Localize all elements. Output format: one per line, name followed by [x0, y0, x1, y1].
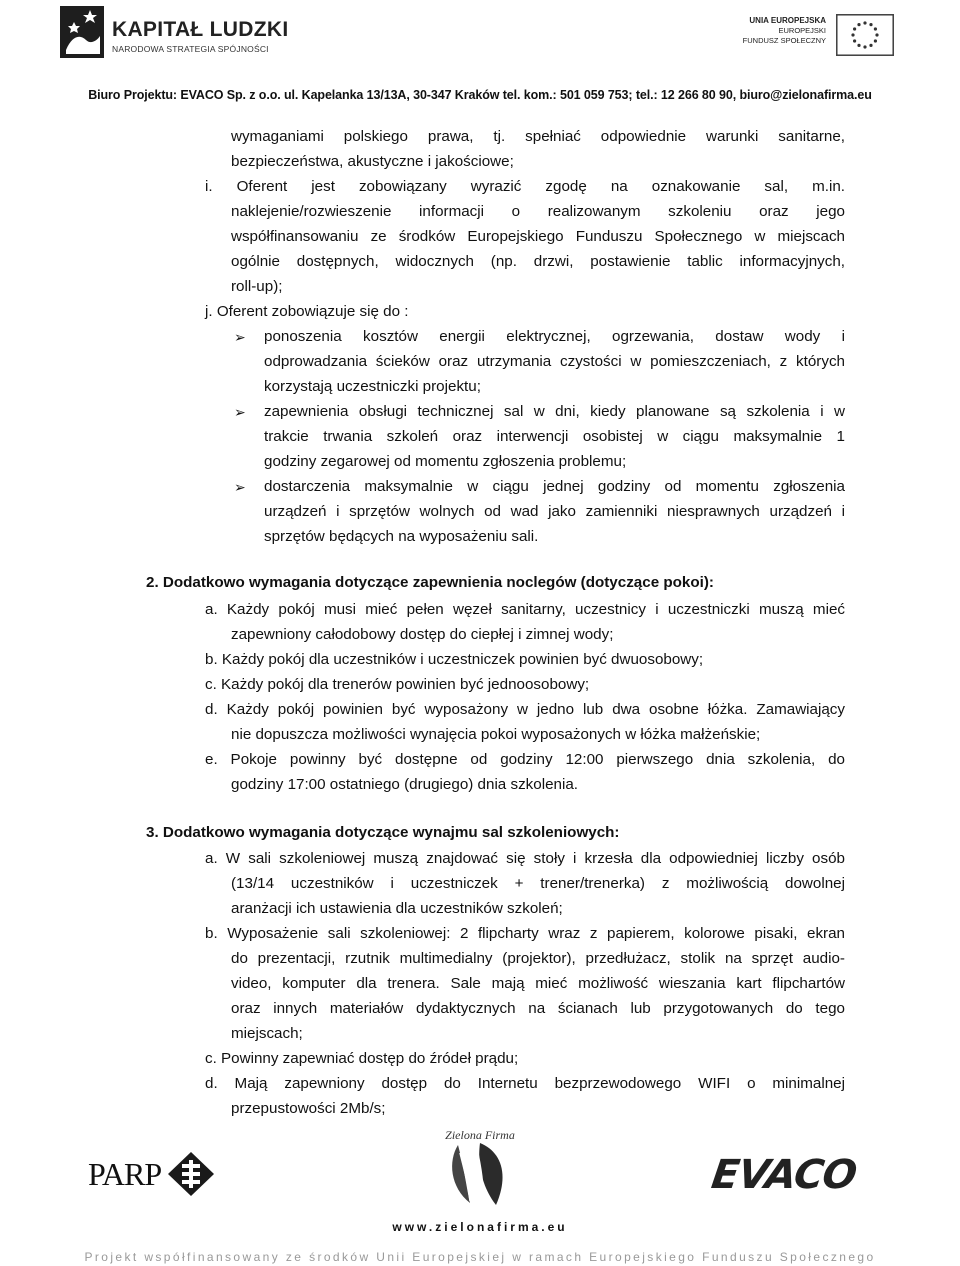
arrow-bullet-icon: ➢	[234, 479, 246, 495]
section-heading-2: 2. Dodatkowo wymagania dotyczące zapewnienia noclegów (dotyczące pokoi):	[146, 574, 714, 591]
project-office-address: Biuro Projektu: EVACO Sp. z o.o. ul. Kapelanka 13/13A, 30-347 Kraków tel. kom.: 501 059 753; tel.: 12 266 80 90, biuro@zielonafirma.eu	[88, 88, 872, 102]
bullet-line: dostarczenia maksymalnie w ciągu jednej godziny od momentu zgłoszenia	[264, 478, 845, 495]
bullet-line: odprowadzania ścieków oraz utrzymania czystości w pomieszczeniach, z których	[264, 353, 845, 370]
text-line: nie dopuszcza możliwości wynajęcia pokoi wyposażonych w łóżka małżeńskie;	[231, 726, 761, 743]
kapital-ludzki-emblem-icon	[60, 6, 104, 58]
eu-flag-icon	[836, 14, 894, 56]
list-item-j: j. Oferent zobowiązuje się do :	[205, 303, 409, 320]
text-line: video, komputer dla trenera. Sale mają mieć możliwość wieszania kart flipchartów	[231, 975, 845, 992]
list-item-c: c. Każdy pokój dla trenerów powinien być jednoosobowy;	[205, 676, 590, 693]
list-item-i: i. Oferent jest zobowiązany wyrazić zgodę na oznakowanie sal, m.in.	[205, 178, 845, 195]
kapital-ludzki-subtitle: NARODOWA STRATEGIA SPÓJNOŚCI	[112, 44, 269, 54]
eu-line-2: EUROPEJSKI	[778, 26, 826, 35]
section-heading-3: 3. Dodatkowo wymagania dotyczące wynajmu sal szkoleniowych:	[146, 824, 620, 841]
text-line: współfinansowaniu ze środków Europejskiego Funduszu Społecznego w miejscach	[231, 228, 845, 245]
evaco-logo-text: EVACO	[708, 1152, 859, 1198]
text-line: zapewniony całodobowy dostęp do ciepłej i zimnej wody;	[231, 626, 614, 643]
evaco-logo	[708, 1152, 882, 1198]
kapital-ludzki-logo	[60, 6, 289, 60]
bullet-line: sprzętów będących na wyposażeniu sali.	[264, 528, 539, 545]
zielona-firma-logo-text: Zielona Firma	[445, 1128, 515, 1142]
text-line: bezpieczeństwa, akustyczne i jakościowe;	[231, 153, 514, 170]
list-item-e: e. Pokoje powinny być dostępne od godziny 12:00 pierwszego dnia szkolenia, do	[205, 751, 845, 768]
text-line: roll-up);	[231, 278, 283, 295]
eu-logo-text	[736, 16, 826, 46]
text-line: godziny 17:00 ostatniego (drugiego) dnia szkolenia.	[231, 776, 579, 793]
text-line: miejscach;	[231, 1025, 303, 1042]
text-line: ogólnie dostępnych, widocznych (np. drzwi, postawienie tablic informacyjnych,	[231, 253, 845, 270]
bullet-line: zapewnienia obsługi technicznej sal w dni, kiedy planowane są szkolenia i w	[264, 403, 845, 420]
website-link[interactable]: www.zielonafirma.eu	[392, 1220, 568, 1234]
bullet-line: korzystają uczestniczki projektu;	[264, 378, 481, 395]
eu-line-1: UNIA EUROPEJSKA	[749, 16, 826, 25]
arrow-bullet-icon: ➢	[234, 329, 246, 345]
text-line: aranżacji ich ustawienia dla uczestników szkoleń;	[231, 900, 563, 917]
cofinancing-note: Projekt współfinansowany ze środków Unii Europejskiej w ramach Europejskiego Funduszu Społecznego	[84, 1250, 876, 1264]
list-item-a: a. W sali szkoleniowej muszą znajdować się stoły i krzesła dla odpowiedniej liczby osób	[205, 850, 845, 867]
list-item-c: c. Powinny zapewniać dostęp do źródeł prądu;	[205, 1050, 519, 1067]
list-item-b: b. Każdy pokój dla uczestników i uczestniczek powinien być dwuosobowy;	[205, 651, 704, 668]
text-line: do prezentacji, rzutnik multimedialny (projektor), przedłużacz, stolik na sprzęt audio-	[231, 950, 845, 967]
text-line: (13/14 uczestników i uczestniczek + trener/trenerka) z możliwością dowolnej	[231, 875, 845, 892]
bullet-line: trakcie trwania szkoleń oraz interwencji osobistej w ciągu maksymalnie 1	[264, 428, 845, 445]
text-line: przepustowości 2Mb/s;	[231, 1100, 386, 1117]
bullet-line: urządzeń i sprzętów wolnych od wad jako zamienniki niesprawnych urządzeń i	[264, 503, 845, 520]
zielona-firma-logo-icon	[430, 1125, 530, 1215]
bullet-line: godziny zegarowej od momentu zgłoszenia problemu;	[264, 453, 627, 470]
list-item-a: a. Każdy pokój musi mieć pełen węzeł sanitarny, uczestnicy i uczestniczki muszą mieć	[205, 601, 845, 618]
parp-emblem-icon	[168, 1152, 214, 1196]
parp-logo	[88, 1150, 218, 1198]
eu-line-3: FUNDUSZ SPOŁECZNY	[742, 36, 826, 45]
text-line: naklejenie/rozwieszenie informacji o realizowanym szkoleniu oraz jego	[231, 203, 845, 220]
parp-logo-text: PARP	[88, 1156, 162, 1192]
bullet-line: ponoszenia kosztów energii elektrycznej, ogrzewania, dostaw wody i	[264, 328, 845, 345]
kapital-ludzki-title: KAPITAŁ LUDZKI	[112, 18, 289, 41]
text-line: wymaganiami polskiego prawa, tj. spełniać odpowiednie warunki sanitarne,	[231, 128, 845, 145]
text-line: oraz innych materiałów dydaktycznych na ścianach lub przygotowanych do tego	[231, 1000, 845, 1017]
list-item-b: b. Wyposażenie sali szkoleniowej: 2 flipcharty wraz z papierem, kolorowe pisaki, ekran	[205, 925, 845, 942]
list-item-d: d. Każdy pokój powinien być wyposażony w jedno lub dwa osobne łóżka. Zamawiający	[205, 701, 845, 718]
eu-logo	[734, 14, 894, 58]
list-item-d: d. Mają zapewniony dostęp do Internetu bezprzewodowego WIFI o minimalnej	[205, 1075, 845, 1092]
arrow-bullet-icon: ➢	[234, 404, 246, 420]
